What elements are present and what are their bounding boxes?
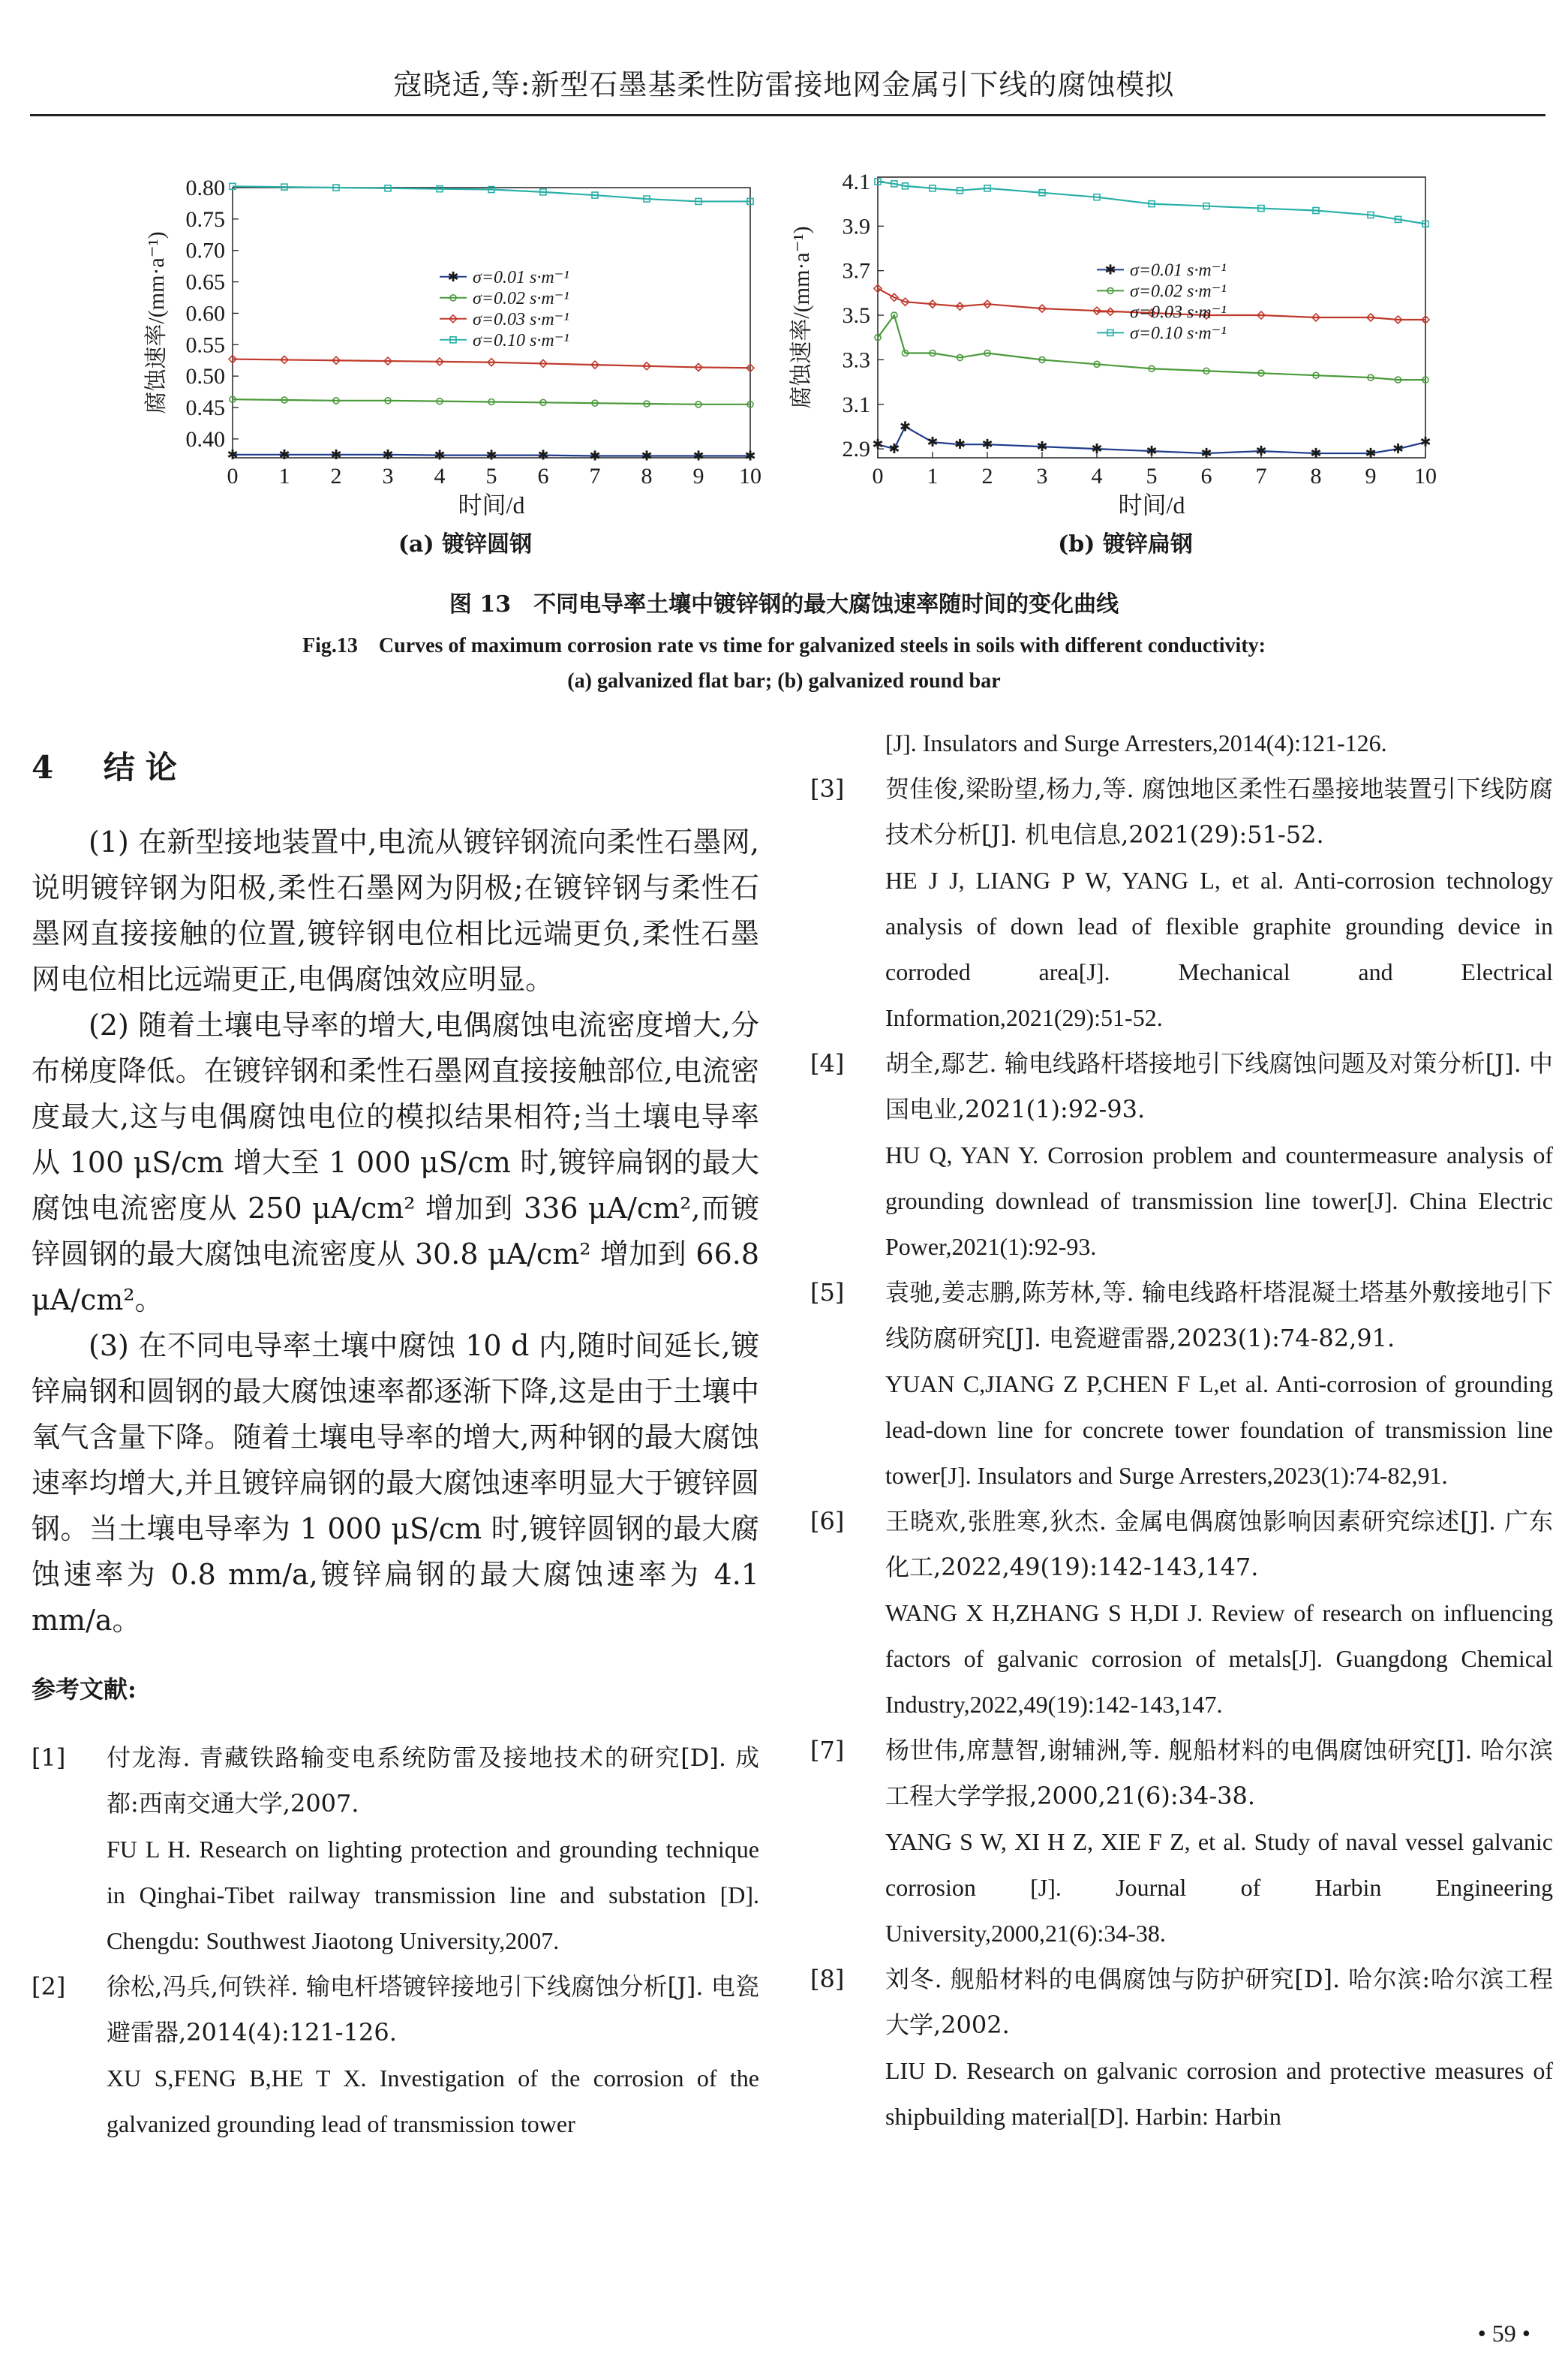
section-title: 结论 [103,749,188,786]
data-point: ✱ [1365,446,1377,462]
x-tick-label: 4 [1091,464,1103,489]
reference-en: WANG X H,ZHANG S H,DI J. Review of research on influencing factors of galvanic corrosion of metals[J]. Guangdong Chemical Industry,2022,49(19):142-143,147. [885,1599,1553,1718]
data-point: ✱ [278,447,290,462]
figure-caption-cn: 图 13 不同电导率土壤中镀锌钢的最大腐蚀速率随时间的变化曲线 [449,591,1119,618]
x-tick-label: 4 [434,464,446,489]
y-tick-label: 3.9 [842,214,870,239]
data-point: ✱ [641,448,653,464]
data-point: ✱ [888,441,900,457]
reference-en: HU Q, YAN Y. Corrosion problem and countermeasure analysis of grounding downlead of transmission line tower[J]. China Electric Power,2021(1):92-93. [885,1141,1553,1260]
reference-en: FU L H. Research on lighting protection and grounding technique in Qinghai-Tibet railway transmission line and substation [D]. Chengdu: Southwest Jiaotong University,2007. [107,1836,759,1954]
chart-b [789,143,1545,533]
data-point: ✱ [1036,439,1048,455]
data-point: ✱ [537,447,549,463]
data-point: ✱ [744,448,756,464]
y-tick-label: 4.1 [842,169,870,194]
y-tick-label: 0.75 [185,206,225,232]
legend-label: σ=0.03 s·m⁻¹ [473,309,569,329]
reference-en: YUAN C,JIANG Z P,CHEN F L,et al. Anti-corrosion of grounding lead-down line for concrete tower foundation of transmission line tower[J]. Insulators and Surge Arresters,2023(1):74-82,91. [885,1370,1553,1489]
x-axis-label: 时间/d [1118,492,1185,519]
x-axis-label: 时间/d [458,492,525,519]
reference-body [885,766,1553,1041]
reference-en: LIU D. Research on galvanic corrosion and protective measures of shipbuilding material[D]. Harbin: Harbin [885,2057,1553,2130]
legend-marker: ✱ [1104,262,1116,278]
x-tick-label: 7 [1255,464,1267,489]
y-tick-label: 0.45 [185,395,225,421]
y-tick-label: 0.50 [185,364,225,389]
reference-item [810,766,1553,1041]
subcaption-b: (b) 镀锌扁钢 [1058,531,1193,558]
x-tick-label: 1 [927,464,939,489]
conclusion-para-2: (2) 随着土壤电导率的增大,电偶腐蚀电流密度增大,分布梯度降低。在镀锌钢和柔性石墨网直接接触部位,电流密度最大,这与电偶腐蚀电位的模拟结果相符;当土壤电导率从 100 μS/cm 增大至 1 000 μS/cm 时,镀锌扁钢的最大腐蚀电流密度从 250 μA/cm² 增加到 336 μA/cm²,而镀锌圆钢的最大腐蚀电流密度从 30.8 μA/cm² 增加到 66.8 μA/cm²。 [32,1009,759,1316]
legend-label: σ=0.02 s·m⁻¹ [473,288,569,308]
right-column [810,720,1553,2140]
reference-number: [4] [810,1049,845,1078]
reference-body [885,1728,1553,1956]
x-tick-label: 8 [1310,464,1322,489]
x-tick-label: 3 [382,464,394,489]
reference-en: XU S,FENG B,HE T X. Investigation of the corrosion of the galvanized grounding lead of transmission tower [107,2065,759,2137]
y-tick-label: 0.70 [185,238,225,263]
subcaption-a: (a) 镀锌圆钢 [398,531,533,558]
legend-label: σ=0.01 s·m⁻¹ [473,267,569,287]
x-tick-label: 7 [589,464,601,489]
reference-number: [8] [810,1965,845,1993]
reference-cn: 胡全,鄢艺. 输电线路杆塔接地引下线腐蚀问题及对策分析[J]. 中国电业,2021(1):92-93. [885,1049,1553,1123]
data-point: ✱ [1200,446,1212,462]
reference-cn: 王晓欢,张胜寒,狄杰. 金属电偶腐蚀影响因素研究综述[J]. 广东化工,2022,49(19):142-143,147. [885,1507,1553,1581]
y-tick-label: 0.55 [185,332,225,358]
figure-caption-en-1: Fig.13 Curves of maximum corrosion rate vs time for galvanized steels in soils with different conductivity: [302,634,1266,657]
left-column [32,720,759,2147]
x-tick-label: 10 [1414,464,1437,489]
data-point: ✱ [1255,444,1267,459]
reference-item [810,1728,1553,1956]
y-tick-label: 3.7 [842,258,870,284]
reference-body [885,1956,1553,2140]
figure-13 [0,143,1568,563]
x-tick-label: 10 [739,464,761,489]
data-point: ✱ [981,437,993,453]
data-point: ✱ [227,447,239,462]
data-point: ✱ [485,447,497,463]
figure-caption-en-2: (a) galvanized flat bar; (b) galvanized round bar [567,669,1001,693]
reference-item [810,1956,1553,2140]
x-tick-label: 1 [278,464,290,489]
reference-body [107,1964,759,2147]
reference-body [885,1270,1553,1499]
reference-item [32,1964,759,2147]
y-tick-label: 3.1 [842,392,870,417]
series-line [233,399,750,405]
x-tick-label: 5 [485,464,497,489]
y-tick-label: 0.65 [185,269,225,295]
reference-number: [2] [32,1972,66,2001]
references-title: 参考文献: [32,1675,137,1704]
data-point: ✱ [954,437,966,453]
x-tick-label: 0 [227,464,239,489]
conclusion-para-3: (3) 在不同电导率土壤中腐蚀 10 d 内,随时间延长,镀锌扁钢和圆钢的最大腐蚀速率都逐渐下降,这是由于土壤中氧气含量下降。随着土壤电导率的增大,两种钢的最大腐蚀速率均增大,并且镀锌扁钢的最大腐蚀速率明显大于镀锌圆钢。当土壤电导率为 1 000 μS/cm 时,镀锌圆钢的最大腐蚀速率为 0.8 mm/a,镀锌扁钢的最大腐蚀速率为 4.1 mm/a。 [32,1329,759,1637]
x-tick-label: 6 [537,464,549,489]
section-heading [32,743,759,788]
reference-body [885,1499,1553,1728]
reference-en: YANG S W, XI H Z, XIE F Z, et al. Study of naval vessel galvanic corrosion [J]. Journal of Harbin Engineering University,2000,21(6):34-38. [885,1828,1553,1947]
y-axis-label: 腐蚀速率/(mm·a⁻¹) [789,226,814,409]
reference-body [885,1041,1553,1270]
y-tick-label: 2.9 [842,437,870,462]
y-tick-label: 3.5 [842,303,870,329]
reference-cn: 刘冬. 舰船材料的电偶腐蚀与防护研究[D]. 哈尔滨:哈尔滨工程大学,2002. [885,1965,1553,2039]
data-point: ✱ [872,437,884,453]
x-tick-label: 0 [872,464,884,489]
data-point: ✱ [927,435,939,450]
reference-item [810,1270,1553,1499]
reference-item [810,1499,1553,1728]
x-tick-label: 2 [330,464,342,489]
x-tick-label: 2 [981,464,993,489]
x-tick-label: 9 [692,464,704,489]
reference-cn: 杨世伟,席慧智,谢辅洲,等. 舰船材料的电偶腐蚀研究[J]. 哈尔滨工程大学学报,2000,21(6):34-38. [885,1736,1553,1810]
x-tick-label: 5 [1146,464,1158,489]
data-point: ✱ [1310,446,1322,462]
reference-cn: 付龙海. 青藏铁路输变电系统防雷及接地技术的研究[D]. 成都:西南交通大学,2007. [107,1743,759,1818]
legend-label: σ=0.10 s·m⁻¹ [1130,323,1227,344]
y-tick-label: 3.3 [842,347,870,373]
reference-number: [1] [32,1743,66,1772]
y-tick-label: 0.40 [185,426,225,452]
reference-cn: 贺佳俊,梁盼望,杨力,等. 腐蚀地区柔性石墨接地装置引下线防腐技术分析[J]. 机电信息,2021(29):51-52. [885,774,1553,849]
chart-a [144,143,780,533]
y-tick-label: 0.80 [185,176,225,200]
x-tick-label: 8 [641,464,653,489]
reference-number: [5] [810,1278,845,1307]
y-tick-label: 0.60 [185,301,225,326]
legend-marker: ✱ [447,269,459,284]
reference-number: [7] [810,1736,845,1764]
data-point: ✱ [899,419,912,435]
legend-label: σ=0.03 s·m⁻¹ [1130,302,1227,323]
series-line [233,186,750,201]
page-number: • 59 • [1477,2320,1530,2347]
data-point: ✱ [434,447,446,463]
data-point: ✱ [589,448,601,464]
legend-label: σ=0.02 s·m⁻¹ [1130,281,1227,302]
reference-number: [6] [810,1507,845,1535]
header-rule [30,114,1545,116]
legend-label: σ=0.10 s·m⁻¹ [473,330,569,350]
x-tick-label: 9 [1365,464,1377,489]
data-point: ✱ [382,447,394,462]
reference-cn: 袁驰,姜志鹏,陈芳林,等. 输电线路杆塔混凝土塔基外敷接地引下线防腐研究[J]. 电瓷避雷器,2023(1):74-82,91. [885,1278,1553,1352]
reference-number: [3] [810,774,845,803]
reference-2-continued: [J]. Insulators and Surge Arresters,2014(4):121-126. [885,729,1387,756]
reference-en: HE J J, LIANG P W, YANG L, et al. Anti-corrosion technology analysis of down lead of flexible graphite grounding device in corroded area[J]. Mechanical and Electrical Information,2021(29):51-52. [885,867,1553,1031]
reference-body [107,1735,759,1964]
reference-item [810,1041,1553,1270]
page-header: 寇晓适,等:新型石墨基柔性防雷接地网金属引下线的腐蚀模拟 [393,68,1175,101]
data-point: ✱ [330,447,342,462]
reference-cn: 徐松,冯兵,何铁祥. 输电杆塔镀锌接地引下线腐蚀分析[J]. 电瓷避雷器,2014(4):121-126. [107,1972,759,2047]
data-point: ✱ [692,448,704,464]
conclusion-para-1: (1) 在新型接地装置中,电流从镀锌钢流向柔性石墨网,说明镀锌钢为阳极,柔性石墨网为阴极;在镀锌钢与柔性石墨网直接接触的位置,镀锌钢电位相比远端更负,柔性石墨网电位相比远端更正,电偶腐蚀效应明显。 [32,826,759,996]
x-tick-label: 3 [1036,464,1048,489]
y-axis-label: 腐蚀速率/(mm·a⁻¹) [144,231,169,414]
reference-item [32,1735,759,1964]
section-number: 4 [32,749,65,786]
legend-label: σ=0.01 s·m⁻¹ [1130,260,1227,281]
data-point: ✱ [1419,435,1431,450]
data-point: ✱ [1146,444,1158,459]
x-tick-label: 6 [1200,464,1212,489]
data-point: ✱ [1392,441,1404,457]
data-point: ✱ [1091,441,1103,457]
